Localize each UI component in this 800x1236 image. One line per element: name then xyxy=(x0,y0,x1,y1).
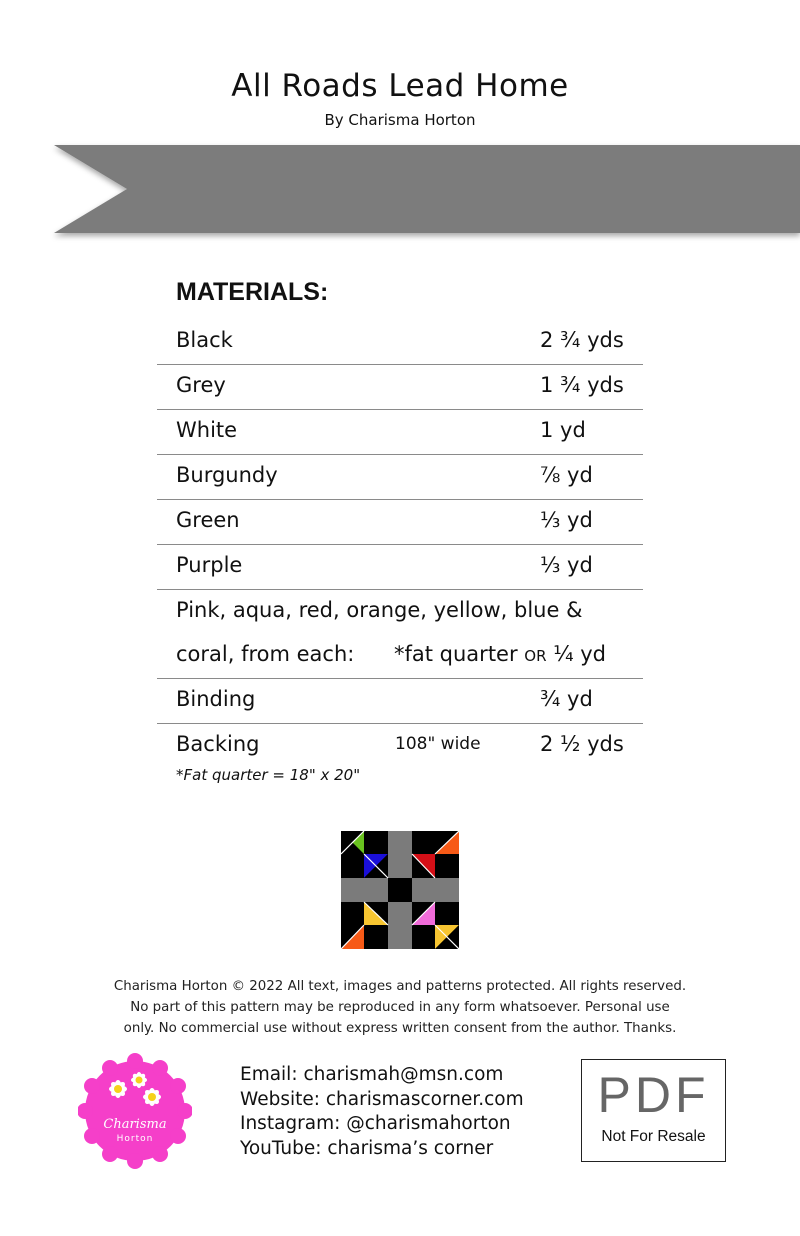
material-name: Pink, aqua, red, orange, yellow, blue & xyxy=(176,598,583,622)
material-row-assorted-line1 xyxy=(157,590,643,634)
author-byline: By Charisma Horton xyxy=(324,111,476,129)
website-text: Website: charismascorner.com xyxy=(240,1088,524,1110)
quilt-block-image xyxy=(341,831,459,949)
materials-heading: MATERIALS: xyxy=(176,278,329,306)
or-text: OR xyxy=(524,647,547,665)
pdf-badge xyxy=(581,1059,726,1162)
logo-name-line2: Horton xyxy=(116,1134,154,1144)
pdf-label: PDF xyxy=(597,1067,710,1123)
material-row-purple xyxy=(157,545,643,590)
page-title: All Roads Lead Home xyxy=(231,68,569,104)
material-qty xyxy=(394,642,606,666)
copyright-notice xyxy=(0,976,800,1039)
material-row-binding xyxy=(157,679,643,724)
copyright-line: only. No commercial use without express written consent from the author. Thanks. xyxy=(123,1021,677,1036)
instagram-text: Instagram: @charismahorton xyxy=(240,1113,511,1134)
materials-table xyxy=(157,320,643,768)
contact-info xyxy=(240,1063,524,1161)
fat-quarter-footnote: *Fat quarter = 18" x 20" xyxy=(176,766,361,784)
material-name: White xyxy=(176,418,238,442)
material-qty: ¾ yd xyxy=(540,687,593,711)
material-note: 108" wide xyxy=(395,734,481,754)
material-name: coral, from each: xyxy=(176,642,355,666)
material-name: Black xyxy=(176,328,233,352)
material-name: Backing xyxy=(176,732,260,756)
material-qty: ⅞ yd xyxy=(540,463,593,487)
quarter-yard-text: ¼ yd xyxy=(546,642,606,666)
material-row-assorted-line2 xyxy=(157,634,643,679)
material-qty: ⅓ yd xyxy=(540,553,593,577)
youtube-text: YouTube: charisma’s corner xyxy=(240,1137,494,1159)
material-name: Green xyxy=(176,508,240,532)
material-qty: 2 ¾ yds xyxy=(540,328,624,352)
material-name: Burgundy xyxy=(176,463,278,487)
copyright-line: No part of this pattern may be reproduced in any form whatsoever. Personal use xyxy=(130,1000,670,1015)
copyright-line: Charisma Horton © 2022 All text, images and patterns protected. All rights reserved. xyxy=(113,979,687,994)
material-row-white xyxy=(157,410,643,455)
material-row-grey xyxy=(157,365,643,410)
material-row-backing xyxy=(157,724,643,768)
material-qty: 1 ¾ yds xyxy=(540,373,624,397)
material-name: Binding xyxy=(176,687,256,711)
material-qty: ⅓ yd xyxy=(540,508,593,532)
charisma-horton-logo xyxy=(78,1053,192,1169)
material-name: Purple xyxy=(176,553,243,577)
logo-name-line1: Charisma xyxy=(103,1117,167,1132)
email-text: Email: charismah@msn.com xyxy=(240,1064,504,1085)
fat-quarter-text: *fat quarter xyxy=(394,642,525,666)
material-row-burgundy xyxy=(157,455,643,500)
material-qty: 1 yd xyxy=(540,418,586,442)
ribbon-banner xyxy=(0,0,800,245)
material-row-black xyxy=(157,320,643,365)
material-name: Grey xyxy=(176,373,226,397)
material-qty: 2 ½ yds xyxy=(540,732,624,756)
material-row-green xyxy=(157,500,643,545)
not-for-resale-label: Not For Resale xyxy=(601,1128,706,1145)
